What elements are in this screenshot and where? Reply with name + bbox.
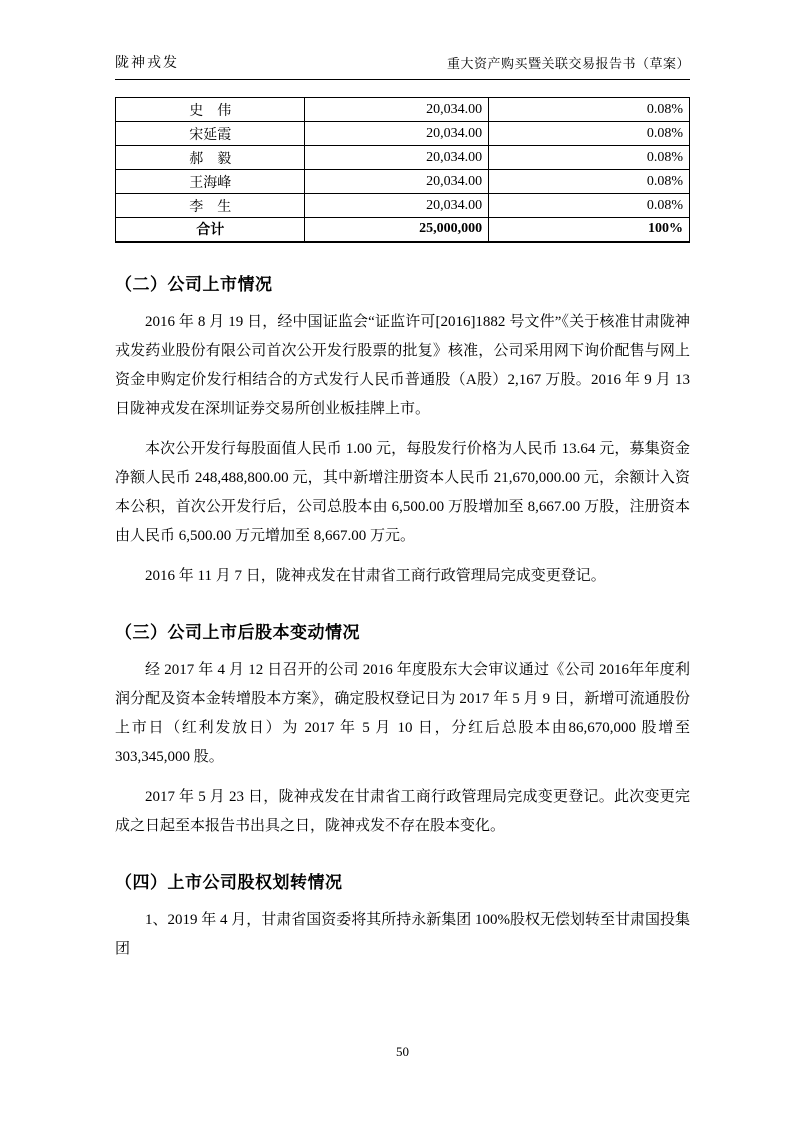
shareholder-name: 宋延霞	[116, 122, 305, 146]
table-row	[116, 146, 690, 170]
section-share-capital-changes	[115, 618, 690, 841]
page-number: 50	[396, 1044, 409, 1059]
table-row	[116, 122, 690, 146]
section-heading: （三）公司上市后股本变动情况	[115, 622, 360, 642]
page-footer	[115, 1044, 690, 1060]
page-header	[115, 52, 690, 80]
share-amount: 20,034.00	[305, 122, 489, 146]
shareholder-name: 王海峰	[116, 170, 305, 194]
share-percent: 0.08%	[489, 146, 690, 170]
shareholder-name: 郝 毅	[116, 146, 305, 170]
share-percent: 0.08%	[489, 194, 690, 218]
header-left-title: 陇神戎发	[115, 56, 179, 71]
share-amount: 20,034.00	[305, 194, 489, 218]
paragraph: 2017 年 5 月 23 日，陇神戎发在甘肃省工商行政管理局完成变更登记。此次变更完成之日起至本报告书出具之日，陇神戎发不存在股本变化。	[115, 788, 690, 834]
paragraph: 2016 年 11 月 7 日，陇神戎发在甘肃省工商行政管理局完成变更登记。	[145, 567, 606, 584]
total-percent: 100%	[489, 218, 690, 242]
section-heading: （二）公司上市情况	[115, 274, 273, 294]
table-row	[116, 170, 690, 194]
share-percent: 0.08%	[489, 170, 690, 194]
section-heading: （四）上市公司股权划转情况	[115, 872, 343, 892]
header-right-title: 重大资产购买暨关联交易报告书（草案）	[446, 56, 690, 71]
table-row	[116, 194, 690, 218]
section-company-listing	[115, 270, 690, 591]
paragraph: 本次公开发行每股面值人民币 1.00 元，每股发行价格为人民币 13.64 元，募集资金净额人民币 248,488,800.00 元，其中新增注册资本人民币 21,670,000.00 元，余额计入资本公积，首次公开发行后，公司总股本由 6,500.00 万股增加至 8,667.00 万股，注册资本由人民币 6,500.00 万元增加至 8,667.00 万元。	[115, 440, 690, 544]
paragraph: 1、2019 年 4 月，甘肃省国资委将其所持永新集团 100%股权无偿划转至甘肃国投集团	[115, 911, 690, 957]
table-total-row	[116, 218, 690, 242]
total-label: 合计	[116, 218, 305, 242]
share-amount: 20,034.00	[305, 146, 489, 170]
paragraph: 2016 年 8 月 19 日，经中国证监会“证监许可[2016]1882 号文件”《关于核准甘肃陇神戎发药业股份有限公司首次公开发行股票的批复》核准，公司采用网下询价配售与网上资金申购定价发行相结合的方式发行人民币普通股（A股）2,167 万股。2016 年 9 月 13 日陇神戎发在深圳证券交易所创业板挂牌上市。	[115, 313, 690, 417]
shareholder-name: 李 生	[116, 194, 305, 218]
share-amount: 20,034.00	[305, 98, 489, 122]
section-equity-transfer	[115, 868, 690, 964]
shareholder-table	[115, 97, 690, 243]
share-amount: 20,034.00	[305, 170, 489, 194]
shareholder-name: 史 伟	[116, 98, 305, 122]
total-amount: 25,000,000	[305, 218, 489, 242]
paragraph: 经 2017 年 4 月 12 日召开的公司 2016 年度股东大会审议通过《公司 2016年年度利润分配及资本金转增股本方案》，确定股权登记日为 2017 年 5 月 9 日，新增可流通股份上市日（红利发放日）为 2017 年 5 月 10 日，分红后总股本由86,670,000 股增至 303,345,000 股。	[115, 661, 690, 765]
share-percent: 0.08%	[489, 122, 690, 146]
share-percent: 0.08%	[489, 98, 690, 122]
table-row	[116, 98, 690, 122]
